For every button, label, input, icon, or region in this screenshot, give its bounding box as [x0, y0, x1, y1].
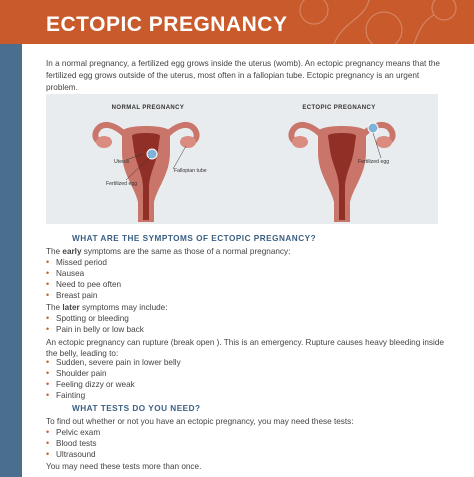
ectopic-pregnancy-title: ECTOPIC PREGNANCY	[302, 105, 376, 111]
intro-paragraph: In a normal pregnancy, a fertilized egg grows inside the uterus (womb). An ectopic pregnancy means that the fertilized egg grows outside of the uterus, most often in a fallopian tube. Ectopic pregnancy is an urgent problem.	[46, 59, 440, 92]
early-symptoms-list	[46, 257, 121, 301]
list-item: • Breast pain	[46, 290, 121, 301]
list-item: • Shoulder pain	[46, 368, 181, 379]
tests-intro: To find out whether or not you have an ectopic pregnancy, you may need these tests:	[46, 417, 354, 426]
later-symptoms-intro: The later symptoms may include:	[46, 303, 168, 312]
list-item: • Fainting	[46, 390, 181, 401]
symptoms-heading: WHAT ARE THE SYMPTOMS OF ECTOPIC PREGNANCY?	[72, 234, 317, 243]
list-item: • Ultrasound	[46, 449, 100, 460]
page-title: ECTOPIC PREGNANCY	[46, 13, 288, 36]
uterus-label: Uterus	[114, 159, 130, 165]
list-item: • Feeling dizzy or weak	[46, 379, 181, 390]
fertilized-egg-label-left: Fertilized egg	[106, 181, 138, 187]
list-item: • Sudden, severe pain in lower belly	[46, 357, 181, 368]
ectopic-pregnancy-diagram	[291, 123, 392, 222]
list-item: • Blood tests	[46, 438, 100, 449]
tests-heading: WHAT TESTS DO YOU NEED?	[72, 404, 201, 413]
tests-closing: You may need these tests more than once.	[46, 462, 202, 471]
rupture-symptoms-list	[46, 357, 181, 401]
list-item: • Need to pee often	[46, 279, 121, 290]
fertilized-egg-label-right: Fertilized egg	[358, 159, 390, 165]
later-symptoms-list	[46, 313, 144, 335]
illustration-panel	[46, 94, 438, 224]
rupture-paragraph: An ectopic pregnancy can rupture (break open ). This is an emergency. Rupture causes heavy bleeding inside the belly, leading to:	[46, 338, 444, 358]
list-item: • Nausea	[46, 268, 121, 279]
page-header	[0, 0, 474, 44]
list-item: • Pelvic exam	[46, 427, 100, 438]
side-accent-bar	[0, 44, 22, 477]
tests-list	[46, 427, 100, 460]
early-symptoms-intro: The early symptoms are the same as those of a normal pregnancy:	[46, 247, 291, 256]
fallopian-tube-label: Fallopian tube	[174, 168, 207, 174]
header-decoration	[274, 0, 474, 44]
list-item: • Missed period	[46, 257, 121, 268]
normal-pregnancy-title: NORMAL PREGNANCY	[111, 105, 185, 111]
list-item: • Spotting or bleeding	[46, 313, 144, 324]
list-item: • Pain in belly or low back	[46, 324, 144, 335]
